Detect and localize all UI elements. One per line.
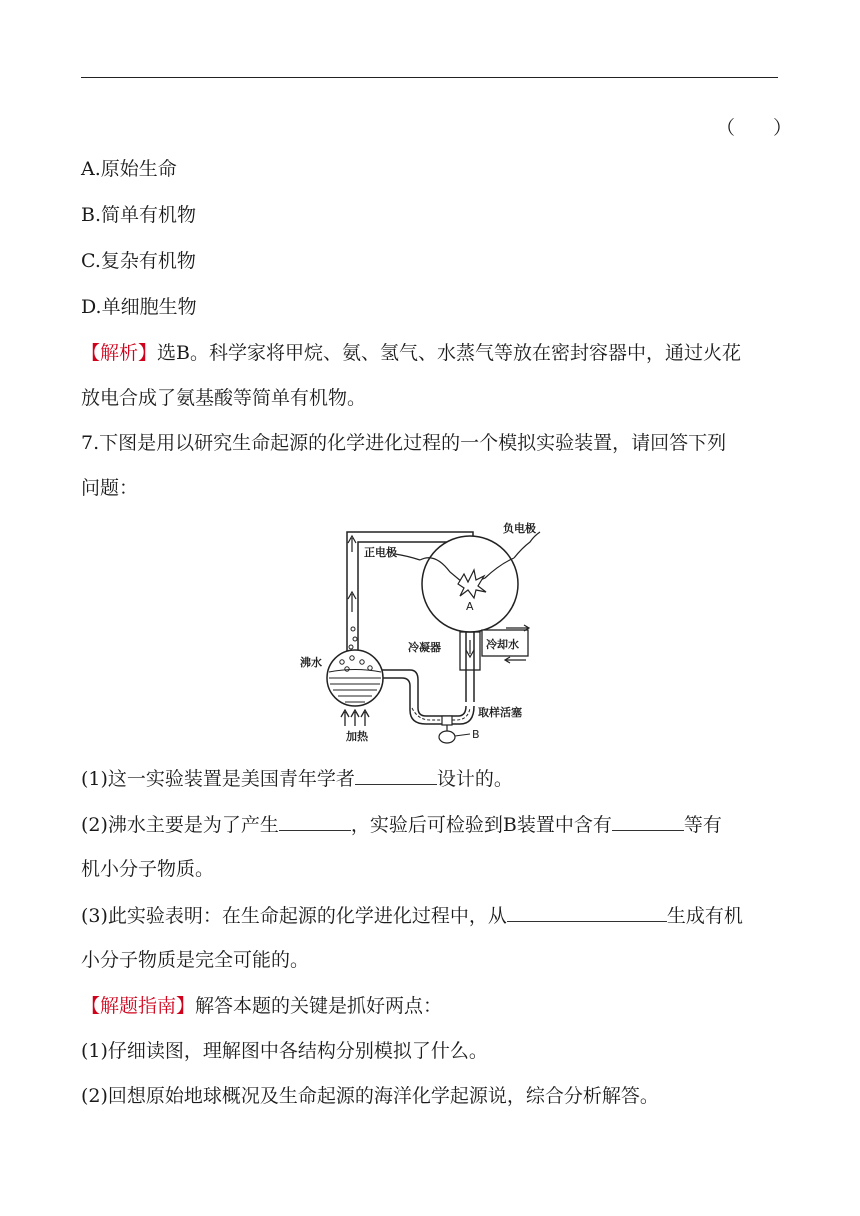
guide-tag: 【解题指南】 [81,995,196,1017]
guide-line [81,994,781,1018]
label-negative-electrode: 负电极 [503,522,536,535]
sub-question-1 [81,766,781,791]
option-d: D.单细胞生物 [81,296,197,318]
label-A: A [466,600,474,613]
analysis-tag: 【解析】 [81,342,158,364]
sub3-text-a: (3)此实验表明：在生命起源的化学进化过程中，从 [81,905,507,927]
label-sampling-valve: 取样活塞 [478,706,522,719]
analysis-text-1: 选B。科学家将甲烷、氨、氢气、水蒸气等放在密封容器中，通过火花 [157,342,741,364]
sub1-text-b: 设计的。 [436,768,513,790]
answer-bracket: （ ） [716,117,793,139]
blank-1[interactable] [355,766,437,785]
analysis-line-1 [81,341,781,365]
sub3-text-b: 生成有机 [666,905,743,927]
header-rule [81,77,778,78]
blank-3[interactable] [612,812,684,831]
sub2-text-c: 等有 [683,814,722,836]
guide-point-2: (2)回想原始地球概况及生命起源的海洋化学起源说，综合分析解答。 [81,1085,659,1107]
analysis-line-2: 放电合成了氨基酸等简单有机物。 [81,387,367,409]
label-heating: 加热 [346,730,368,743]
sub1-text-a: (1)这一实验装置是美国青年学者 [81,768,355,790]
sub-question-2 [81,812,781,837]
sub-question-2-line-2: 机小分子物质。 [81,858,215,880]
label-B: B [472,728,480,741]
sub2-text-b: ，实验后可检验到B装置中含有 [350,814,612,836]
guide-text: 解答本题的关键是抓好两点： [195,995,443,1017]
sub2-text-a: (2)沸水主要是为了产生 [81,814,279,836]
blank-2[interactable] [279,812,351,831]
sub-question-3-line-2: 小分子物质是完全可能的。 [81,949,310,971]
miller-experiment-diagram [300,512,560,744]
label-positive-electrode: 正电极 [364,546,397,559]
option-b: B.简单有机物 [81,204,197,226]
question-7-line-2: 问题： [81,477,139,499]
option-a: A.原始生命 [81,158,177,180]
question-7-line-1: 7.下图是用以研究生命起源的化学进化过程的一个模拟实验装置，请回答下列 [81,432,727,454]
label-cooling-water: 冷却水 [486,638,519,651]
guide-point-1: (1)仔细读图，理解图中各结构分别模拟了什么。 [81,1040,488,1062]
label-condenser: 冷凝器 [408,641,441,654]
label-boiling-water: 沸水 [300,656,322,669]
option-c: C.复杂有机物 [81,250,196,272]
sub-question-3 [81,903,781,928]
blank-4[interactable] [507,903,667,922]
